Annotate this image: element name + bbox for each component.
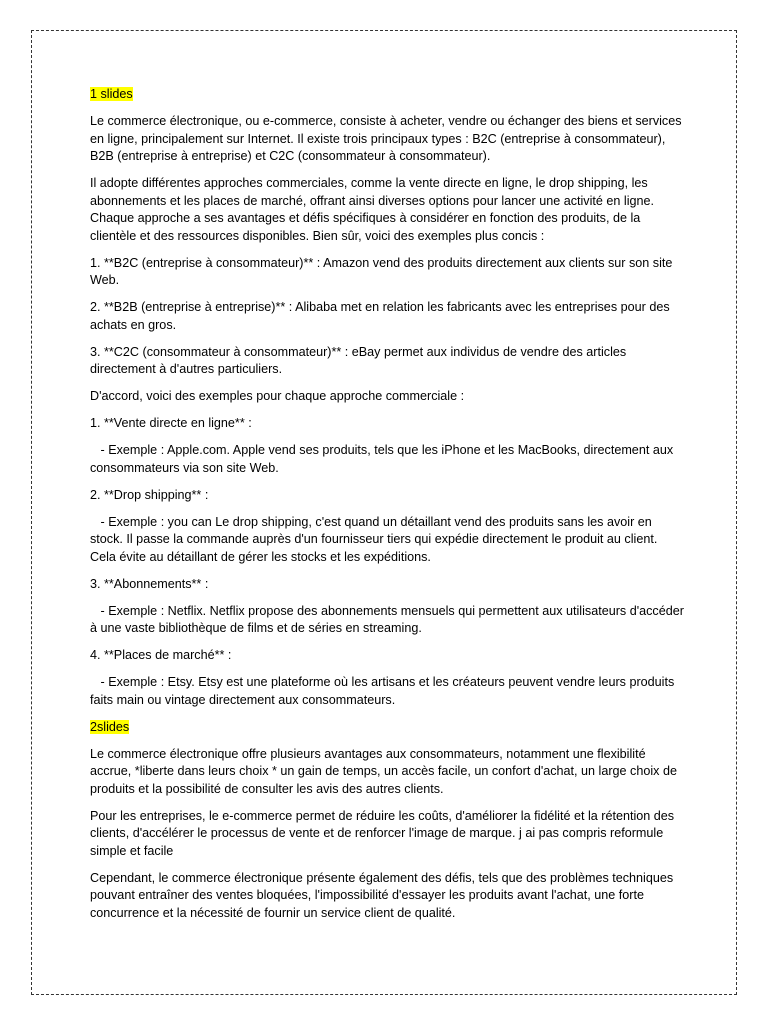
paragraph: Il adopte différentes approches commerciales, comme la vente directe en ligne, le drop shipping, les abonnements et les places de marché, offrant ainsi diverses options pour lancer une activité en ligne. Chaque approche a ses avantages et défis spécifiques à considérer en fonction des produits, de la clientèle et des ressources disponibles. Bien sûr, voici des exemples plus concis : xyxy=(90,176,658,243)
example-paragraph: - Exemple : Netflix. Netflix propose des abonnements mensuels qui permettent aux utilisateurs d'accéder à une vaste bibliothèque de films et de séries en streaming. xyxy=(90,603,688,635)
example-paragraph: - Exemple : Etsy. Etsy est une plateforme où les artisans et les créateurs peuvent vendre leurs produits faits main ou vintage directement aux consommateurs. xyxy=(90,675,678,707)
highlighted-heading: 1 slides xyxy=(90,87,133,101)
list-item: 1. **Vente directe en ligne** : xyxy=(90,416,252,430)
example-paragraph: - Exemple : you can Le drop shipping, c'est quand un détaillant vend des produits sans les avoir en stock. Il passe la commande auprès d'un fournisseur tiers qui expédie directement le produit au client. Cela évite au détaillant de gérer les stocks et les expéditions. xyxy=(90,514,661,564)
list-item: 1. **B2C (entreprise à consommateur)** : Amazon vend des produits directement aux clients sur son site Web. xyxy=(90,255,676,287)
paragraph: Cependant, le commerce électronique présente également des défis, tels que des problèmes techniques pouvant entraîner des ventes bloquées, l'impossibilité d'essayer les produits avant l'achat, une forte concurrence et la nécessité de fournir un service client de qualité. xyxy=(90,870,677,920)
paragraph: Pour les entreprises, le e-commerce permet de réduire les coûts, d'améliorer la fidélité et la rétention des clients, d'accélérer le processus de vente et de renforcer l'image de marque. j ai pas compris reformule simple et facile xyxy=(90,808,678,858)
document-body xyxy=(90,86,686,932)
list-item: 2. **B2B (entreprise à entreprise)** : Alibaba met en relation les fabricants avec les entreprises pour des achats en gros. xyxy=(90,300,674,332)
list-item: 4. **Places de marché** : xyxy=(90,648,232,662)
heading-slide-2 xyxy=(90,719,686,737)
list-item: 3. **Abonnements** : xyxy=(90,576,209,591)
heading-slide-1 xyxy=(90,86,686,104)
paragraph: D'accord, voici des exemples pour chaque approche commerciale : xyxy=(90,389,465,403)
list-item: 3. **C2C (consommateur à consommateur)** : eBay permet aux individus de vendre des articles directement à d'autres particuliers. xyxy=(90,344,630,376)
paragraph: Le commerce électronique, ou e-commerce, consiste à acheter, vendre ou échanger des biens et services en ligne, principalement sur Internet. Il existe trois principaux types : B2C (entreprise à consommateur), B2B (entreprise à entreprise) et C2C (consommateur à consommateur). xyxy=(90,114,686,163)
list-item: 2. **Drop shipping** : xyxy=(90,487,209,502)
paragraph: Le commerce électronique offre plusieurs avantages aux consommateurs, notamment une flexibilité accrue, *liberte dans leurs choix * un gain de temps, un accès facile, un confort d'achat, un large choix de produits et la possibilité de consulter les avis des autres clients. xyxy=(90,746,681,796)
highlighted-heading: 2slides xyxy=(90,719,130,734)
example-paragraph: - Exemple : Apple.com. Apple vend ses produits, tels que les iPhone et les MacBooks, directement aux consommateurs via son site Web. xyxy=(90,443,677,475)
